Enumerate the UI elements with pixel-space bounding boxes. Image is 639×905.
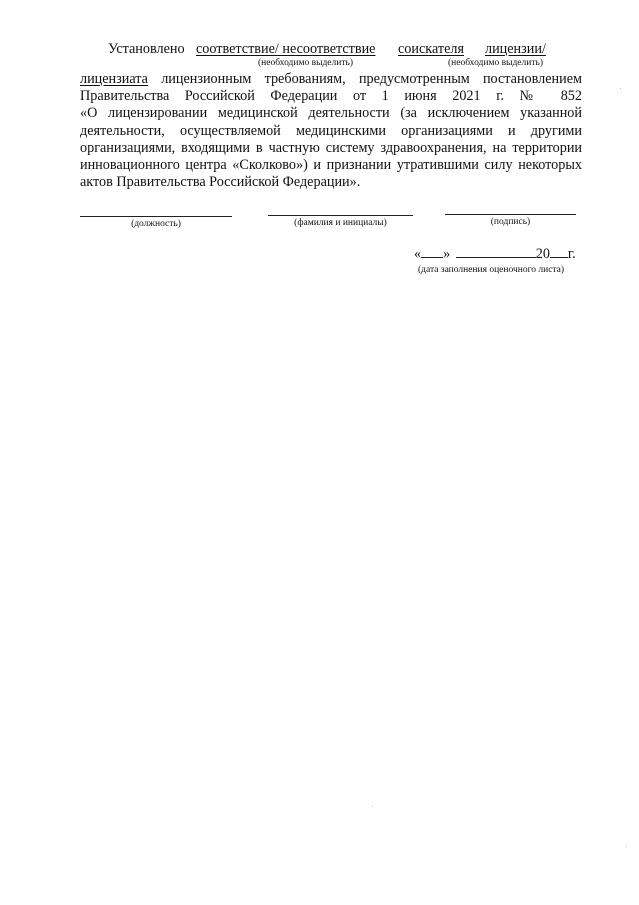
scan-speck [626,846,627,847]
statement-line-6: организациями, входящими в частную систему здравоохранения, на территории [80,139,582,156]
name-field[interactable] [268,215,413,216]
statement-line-3: Правительства Российской Федерации от 1 июня 2021 г. № 852 [80,88,582,105]
date-fill-row [414,245,576,263]
scan-speck [372,806,373,807]
position-field[interactable] [80,216,232,217]
statement-line-1 [0,41,639,59]
statement-line-5: деятельности, осуществляемой медицинскими организациями и другими [80,122,582,139]
signature-label: (подпись) [490,217,531,227]
date-open-quote: « [414,246,422,262]
statement-lead: Установлено [108,41,185,57]
statement-line-4: «О лицензировании медицинской деятельности (за исключением указанной [80,105,582,122]
select-hint-left: (необходимо выделить) [258,58,353,68]
name-label: (фамилия и инициалы) [294,218,387,228]
day-field[interactable] [421,245,443,258]
statement-line-7: инновационного центра «Сколково») и признании утратившими силу некоторых [80,157,582,174]
licensee-choice: лицензиата [80,71,148,87]
signature-field[interactable] [445,214,576,215]
license-choice: лицензии/ [485,41,546,57]
applicant-choice: соискателя [398,41,464,57]
statement-line-2: лицензиата лицензионным требованиям, предусмотренным постановлением [80,71,582,87]
statement-paragraph [80,71,582,191]
date-year-suffix: г. [567,246,576,262]
scan-speck [620,88,621,89]
position-label: (должность) [131,219,181,229]
year-field[interactable] [550,245,568,258]
month-field[interactable] [456,245,536,258]
date-close-quote: » [443,246,451,262]
date-century: 20 [535,246,550,262]
date-label: (дата заполнения оценочного листа) [418,265,565,275]
statement-line-8: актов Правительства Российской Федерации». [80,174,361,191]
select-hint-right: (необходимо выделить) [448,58,543,68]
compliance-choice: соответствие/ несоответствие [196,41,376,57]
